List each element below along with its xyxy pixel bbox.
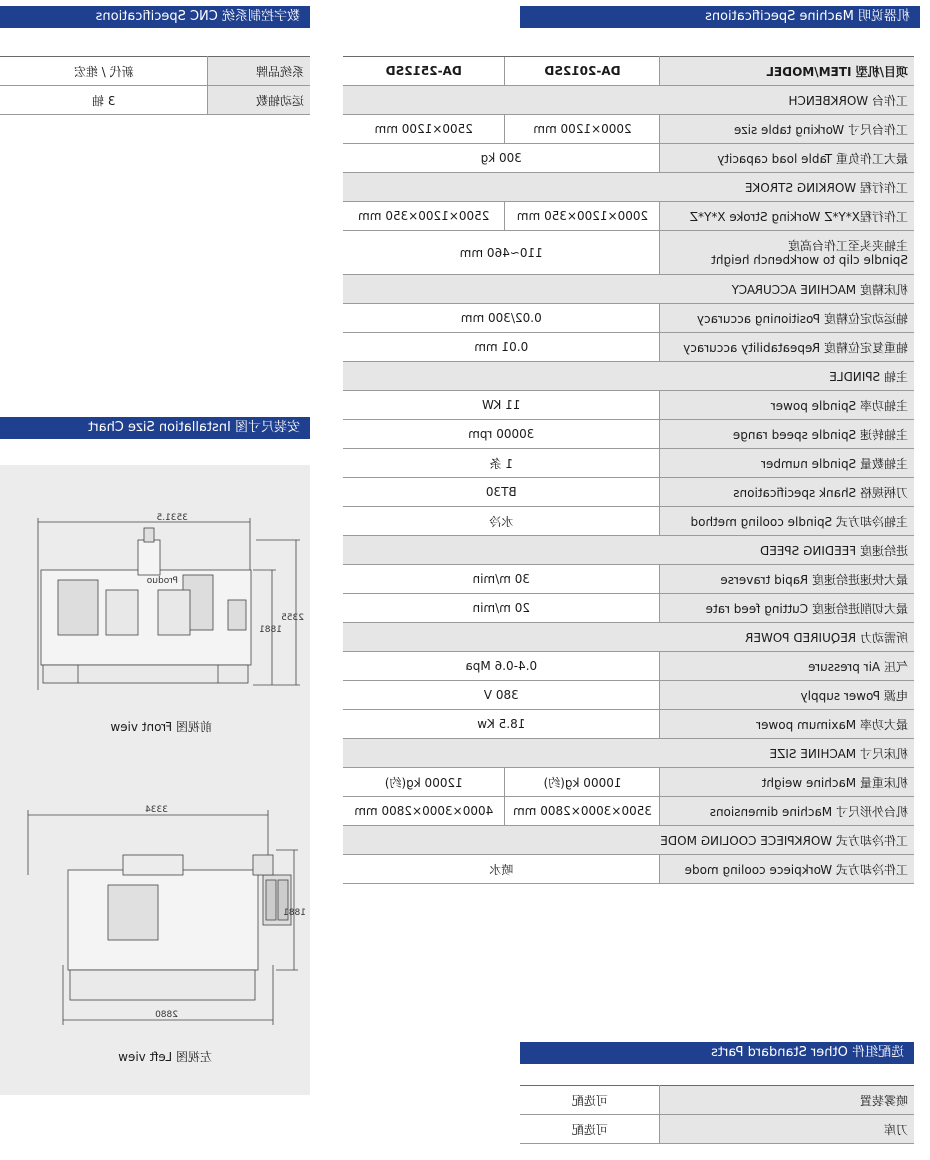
spec-label: 主轴功率 Spindle power bbox=[660, 391, 914, 420]
spec-value: 12000 kg(约) bbox=[343, 768, 505, 797]
spec-label: 工作台尺寸 Working table size bbox=[660, 115, 914, 144]
cnc-spec-table bbox=[0, 56, 310, 115]
spec-label-line1: 主轴夹头至工作台高度 bbox=[787, 238, 908, 253]
table-row bbox=[0, 57, 310, 86]
spec-label: 电源 Power supply bbox=[660, 681, 914, 710]
spec-label: 主轴数量 Spindle number bbox=[660, 449, 914, 478]
other-parts-header: 选配组件 Other Standard Parts bbox=[520, 1042, 914, 1064]
section-title: 主轴 SPINDLE bbox=[343, 362, 914, 391]
table-row bbox=[343, 768, 914, 797]
spec-label-line2: Spindle clip to workbench height bbox=[711, 252, 908, 267]
table-row bbox=[343, 304, 914, 333]
machine-spec-table bbox=[343, 56, 914, 884]
spec-value: 水冷 bbox=[343, 507, 660, 536]
section-title: 工作行程 WORKING STROKE bbox=[343, 173, 914, 202]
table-row bbox=[0, 86, 310, 115]
left-dim-bottom: 2880 bbox=[155, 1010, 178, 1020]
table-row bbox=[520, 1115, 914, 1144]
section-row bbox=[343, 275, 914, 304]
section-row bbox=[343, 86, 914, 115]
spec-label: 主轴冷却方式 Spindle cooling method bbox=[660, 507, 914, 536]
spec-value: 2500×1200 mm bbox=[343, 115, 505, 144]
spec-label: 气压 Air pressure bbox=[660, 652, 914, 681]
spec-value: 30000 rpm bbox=[343, 420, 660, 449]
front-view-drawing bbox=[18, 500, 308, 700]
front-dim-height-outer: 2355 bbox=[281, 613, 304, 623]
spec-value: 110~460 mm bbox=[343, 231, 660, 275]
spec-label bbox=[660, 231, 914, 275]
cnc-label: 系统品牌 bbox=[208, 57, 310, 86]
table-row bbox=[343, 202, 914, 231]
table-row bbox=[343, 57, 914, 86]
front-brand-label: Produo bbox=[146, 576, 178, 586]
spec-label: 主轴转速 Spindle speed range bbox=[660, 420, 914, 449]
spec-value: 18.5 Kw bbox=[343, 710, 660, 739]
left-view-caption: 左视图 Left view bbox=[118, 1050, 212, 1064]
table-row bbox=[343, 478, 914, 507]
table-row bbox=[343, 565, 914, 594]
spec-label: 刀柄规格 Shank specifications bbox=[660, 478, 914, 507]
spec-value: 0.01 mm bbox=[343, 333, 660, 362]
spec-value: 2000×1200×350 mm bbox=[505, 202, 660, 231]
spec-label: 工件冷却方式 Workpiece cooling mode bbox=[660, 855, 914, 884]
machine-spec-header: 机器说明 Machine Specifications bbox=[520, 6, 920, 28]
spec-label: 最大切削进给速度 Cutting feed rate bbox=[660, 594, 914, 623]
section-row bbox=[343, 739, 914, 768]
table-row bbox=[343, 652, 914, 681]
front-dim-height-inner: 1881 bbox=[259, 625, 282, 635]
section-row bbox=[343, 623, 914, 652]
table-row bbox=[343, 855, 914, 884]
spec-value: 2000×1200 mm bbox=[505, 115, 660, 144]
spec-value: 300 kg bbox=[343, 144, 660, 173]
table-row bbox=[343, 333, 914, 362]
table-row bbox=[520, 1086, 914, 1115]
table-row bbox=[343, 681, 914, 710]
spec-value: 4000×3000×2800 mm bbox=[343, 797, 505, 826]
spec-value: 3500×3000×2800 mm bbox=[505, 797, 660, 826]
option-value: 可选配 bbox=[520, 1115, 660, 1144]
table-row bbox=[343, 797, 914, 826]
spec-value: BT30 bbox=[343, 478, 660, 507]
option-label: 喷雾装置 bbox=[660, 1086, 914, 1115]
section-title: 机床尺寸 MACHINE SIZE bbox=[343, 739, 914, 768]
spec-label: 轴重复定位精度 Repeatability accuracy bbox=[660, 333, 914, 362]
left-view-drawing bbox=[8, 795, 308, 1030]
front-view-caption: 前视图 Front view bbox=[110, 720, 212, 734]
section-title: 所需动力 REQUIRED POWER bbox=[343, 623, 914, 652]
section-row bbox=[343, 826, 914, 855]
option-value: 可选配 bbox=[520, 1086, 660, 1115]
section-row bbox=[343, 536, 914, 565]
section-title: 工件冷却方式 WORKPIECE COOLING MODE bbox=[343, 826, 914, 855]
spec-value: 0.02/300 mm bbox=[343, 304, 660, 333]
spec-value: 1 条 bbox=[343, 449, 660, 478]
table-row bbox=[343, 144, 914, 173]
spec-label: 最大功率 Maximum power bbox=[660, 710, 914, 739]
table-row bbox=[343, 507, 914, 536]
section-row bbox=[343, 173, 914, 202]
spec-label: 工作行程X*Y*Z Working Stroke X*Y*Z bbox=[660, 202, 914, 231]
spec-value: 30 m/min bbox=[343, 565, 660, 594]
spec-label: 最大快速进给速度 Rapid traverse bbox=[660, 565, 914, 594]
model-da2012sd: DA-2012SD bbox=[505, 57, 660, 86]
spec-label: 机床重量 Machine weight bbox=[660, 768, 914, 797]
spec-value: 0.4-0.6 Mpa bbox=[343, 652, 660, 681]
spec-value: 20 m/min bbox=[343, 594, 660, 623]
spec-value: 380 V bbox=[343, 681, 660, 710]
spec-value: 喷水 bbox=[343, 855, 660, 884]
installation-header: 安装尺寸图 Installation Size Chart bbox=[0, 417, 310, 439]
spec-label: 机台外形尺寸 Machine dimensions bbox=[660, 797, 914, 826]
table-row bbox=[343, 420, 914, 449]
spec-label: 最大工作负重 Table load capacity bbox=[660, 144, 914, 173]
cnc-value: 3 轴 bbox=[0, 86, 208, 115]
table-row bbox=[343, 710, 914, 739]
table-row bbox=[343, 231, 914, 275]
table-row bbox=[343, 449, 914, 478]
item-model-header: 项目/机型 ITEM/MODEL bbox=[660, 57, 914, 86]
option-label: 刀库 bbox=[660, 1115, 914, 1144]
left-dim-top: 3334 bbox=[145, 805, 168, 815]
left-dim-height: 1881 bbox=[283, 908, 306, 918]
spec-value: 11 KW bbox=[343, 391, 660, 420]
cnc-label: 运动轴数 bbox=[208, 86, 310, 115]
table-row bbox=[343, 391, 914, 420]
table-row bbox=[343, 594, 914, 623]
section-title: 机床精度 MACHINE ACCURACY bbox=[343, 275, 914, 304]
front-dim-width: 3531.5 bbox=[156, 513, 188, 523]
table-row bbox=[343, 115, 914, 144]
spec-value: 2500×1200×350 mm bbox=[343, 202, 505, 231]
model-da2512sd: DA-2512SD bbox=[343, 57, 505, 86]
spec-value: 10000 kg(约) bbox=[505, 768, 660, 797]
other-parts-table bbox=[520, 1085, 914, 1144]
cnc-value: 新代 / 维宏 bbox=[0, 57, 208, 86]
spec-label: 轴运动定位精度 Positioning accuracy bbox=[660, 304, 914, 333]
section-row bbox=[343, 362, 914, 391]
section-title: 进给速度 FEEDING SPEED bbox=[343, 536, 914, 565]
cnc-spec-header: 数字控制系统 CNC Specifications bbox=[0, 6, 310, 28]
section-title: 工作台 WORKBENCH bbox=[343, 86, 914, 115]
